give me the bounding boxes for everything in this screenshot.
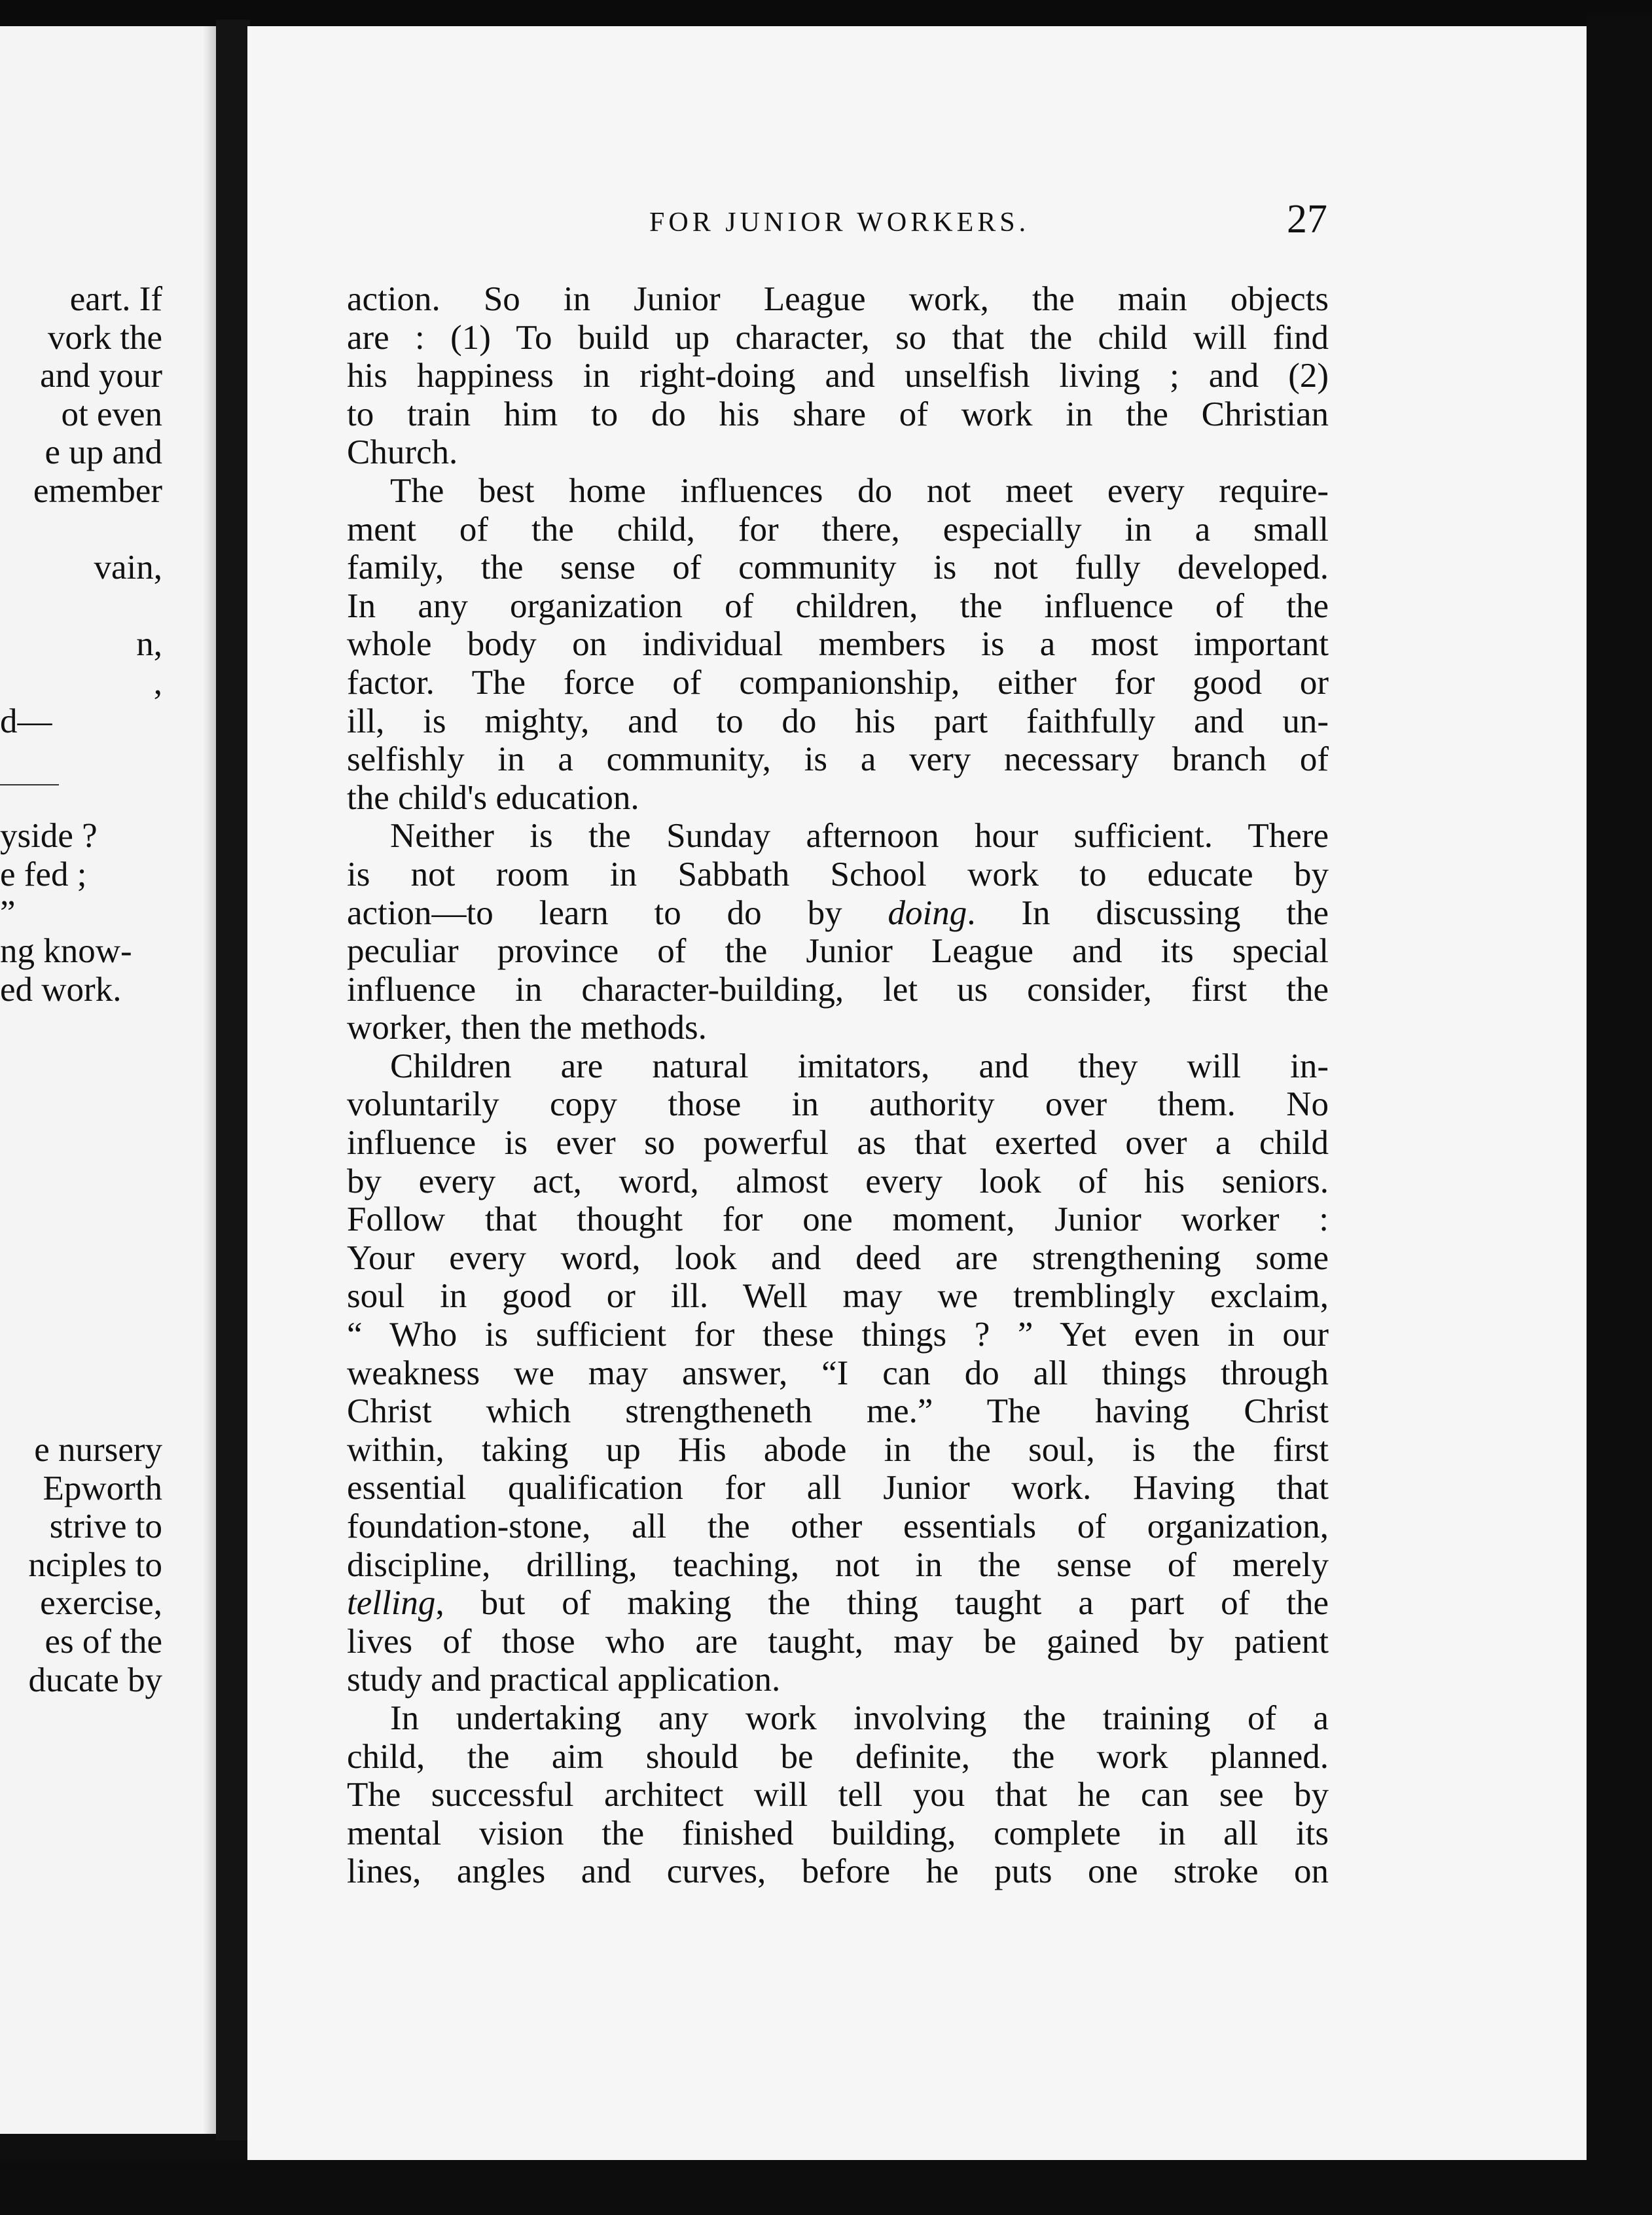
left-page-fragment: es of the xyxy=(45,1623,162,1661)
text-line: his happiness in right-doing and unselfish living ; and (2) xyxy=(347,357,1329,395)
text-line: Follow that thought for one moment, Junior worker : xyxy=(347,1200,1329,1239)
text-line: are : (1) To build up character, so that the child will find xyxy=(347,318,1329,357)
left-page-fragment: ot even xyxy=(61,395,162,433)
running-head: FOR JUNIOR WORKERS. xyxy=(649,207,1030,238)
text-line: influence in character-building, let us consider, first the xyxy=(347,970,1329,1009)
text-line: selfishly in a community, is a very necessary branch of xyxy=(347,740,1329,779)
left-page-fragment: yside ? xyxy=(0,817,98,855)
text-line: ill, is mighty, and to do his part faithfully and un- xyxy=(347,702,1329,740)
left-page-rule xyxy=(0,784,59,785)
left-page-fragment: ducate by xyxy=(28,1661,162,1699)
text-line: discipline, drilling, teaching, not in the sense of merely xyxy=(347,1545,1329,1584)
text-line: “ Who is sufficient for these things ? ” Yet even in our xyxy=(347,1316,1329,1354)
text-line: action. So in Junior League work, the main objects xyxy=(347,280,1329,318)
left-page-fragment: emember xyxy=(33,472,162,510)
text-line xyxy=(347,894,1329,933)
left-page-fragment: and your xyxy=(40,357,162,395)
left-page-fragment: e up and xyxy=(45,433,162,472)
text-line: by every act, word, almost every look of his seniors. xyxy=(347,1162,1329,1200)
left-page-fragment: eart. If xyxy=(69,280,162,318)
left-page-fragment: , xyxy=(153,664,162,702)
text-line: factor. The force of companionship, either for good or xyxy=(347,663,1329,702)
text-line: lines, angles and curves, before he puts one stroke on xyxy=(347,1852,1329,1891)
text-line: the child's education. xyxy=(347,778,639,817)
text-segment: , but of making the thing taught a part of the xyxy=(435,1584,1329,1623)
left-page-fragment: ng know- xyxy=(0,932,132,971)
text-line: The best home influences do not meet every require- xyxy=(390,471,1329,510)
text-line: family, the sense of community is not fully developed. xyxy=(347,549,1329,587)
text-line: foundation-stone, all the other essentials of organization, xyxy=(347,1507,1329,1545)
left-page-fragment: ” xyxy=(0,893,16,932)
left-page-fragment: ed work. xyxy=(0,970,122,1009)
text-line: peculiar province of the Junior League and its special xyxy=(347,932,1329,971)
text-line xyxy=(347,1584,1329,1623)
text-line: mental vision the finished building, complete in all its xyxy=(347,1814,1329,1852)
left-page-fragment: exercise, xyxy=(40,1584,162,1623)
text-line: Church. xyxy=(347,433,458,472)
body-text xyxy=(347,280,1329,1891)
left-page-edge xyxy=(0,26,223,2134)
scan-border-bottom xyxy=(0,2160,1652,2215)
left-page-fragment: nciples to xyxy=(28,1545,162,1584)
text-line: Christ which strengtheneth me.” The having Christ xyxy=(347,1392,1329,1431)
scan-border-right xyxy=(1587,13,1652,2215)
text-line: is not room in Sabbath School work to educate by xyxy=(347,855,1329,893)
text-line: lives of those who are taught, may be gained by patient xyxy=(347,1622,1329,1661)
text-line: In any organization of children, the influence of the xyxy=(347,586,1329,625)
left-page-fragment: Epworth xyxy=(43,1469,162,1507)
left-page-fragment: d— xyxy=(0,702,52,740)
left-page-fragment: vork the xyxy=(47,318,162,357)
text-line: within, taking up His abode in the soul, is the first xyxy=(347,1430,1329,1469)
text-line: whole body on individual members is a most important xyxy=(347,625,1329,664)
text-line: study and practical application. xyxy=(347,1661,781,1699)
left-page-fragment: e fed ; xyxy=(0,855,87,893)
text-line: child, the aim should be definite, the work planned. xyxy=(347,1737,1329,1776)
text-line: worker, then the methods. xyxy=(347,1009,707,1047)
italic-word: doing xyxy=(888,893,967,932)
text-line: Your every word, look and deed are strengthening some xyxy=(347,1238,1329,1277)
page-number: 27 xyxy=(1287,197,1327,242)
text-line: influence is ever so powerful as that exerted over a child xyxy=(347,1124,1329,1162)
text-line: essential qualification for all Junior work. Having that xyxy=(347,1469,1329,1507)
text-line: soul in good or ill. Well may we tremblingly exclaim, xyxy=(347,1277,1329,1316)
text-line: In undertaking any work involving the training of a xyxy=(390,1699,1329,1737)
text-line: voluntarily copy those in authority over them. No xyxy=(347,1085,1329,1124)
left-page-fragment: e nursery xyxy=(34,1431,162,1469)
text-line: Neither is the Sunday afternoon hour sufficient. There xyxy=(390,817,1329,855)
text-line: The successful architect will tell you that he can see by xyxy=(347,1776,1329,1814)
left-page-fragment: strive to xyxy=(49,1507,162,1546)
left-page-fragment: n, xyxy=(136,625,162,664)
left-page-fragment: vain, xyxy=(94,549,162,587)
text-segment: . In discussing the xyxy=(967,893,1329,932)
text-segment: action—to learn to do by xyxy=(347,893,888,932)
book-spine xyxy=(216,20,250,2140)
italic-word: telling xyxy=(347,1584,436,1623)
text-line: weakness we may answer, “I can do all things through xyxy=(347,1354,1329,1392)
text-line: to train him to do his share of work in the Christian xyxy=(347,395,1329,433)
text-line: Children are natural imitators, and they will in- xyxy=(390,1047,1329,1085)
text-line: ment of the child, for there, especially in a small xyxy=(347,510,1329,549)
